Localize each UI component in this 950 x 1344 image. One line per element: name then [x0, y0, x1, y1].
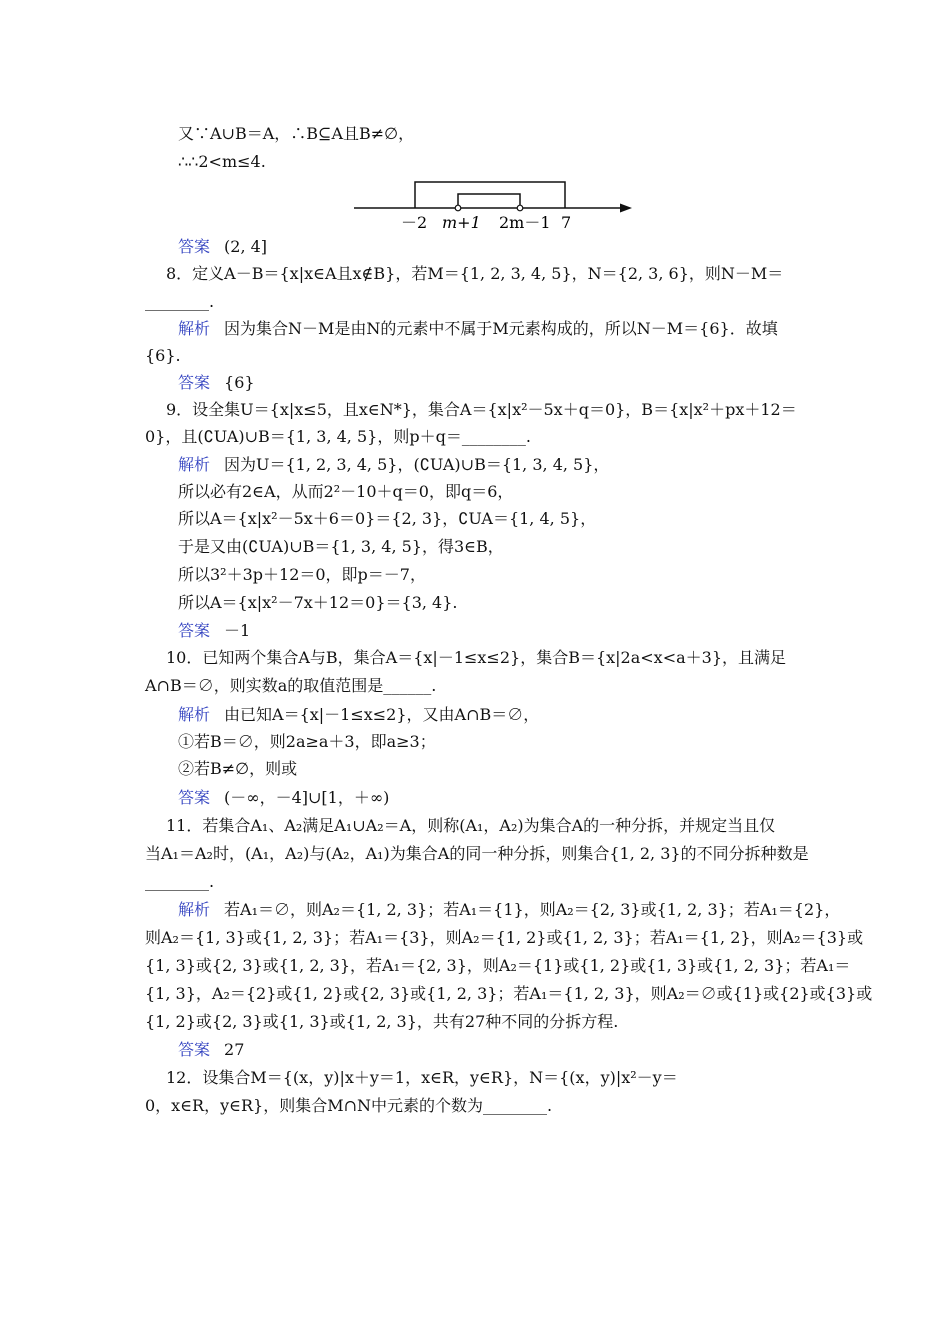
number-line-diagram	[340, 170, 650, 234]
text-line: 又∵A∪B＝A，∴B⊆A且B≠∅，	[178, 124, 415, 143]
text-line: 当A₁＝A₂时，(A₁，A₂)与(A₂，A₁)为集合A的同一种分拆，则集合{1, 2, 3}的不同分拆种数是	[145, 844, 809, 863]
text-line: 所以必有2∈A，从而2²－10＋q＝0，即q＝6，	[178, 482, 514, 501]
analysis-line: 解析 因为U＝{1, 2, 3, 4, 5}，(∁UA)∪B＝{1, 3, 4, 5}，	[178, 455, 610, 474]
text-line: ________.	[145, 872, 215, 891]
open-point-m-plus-1	[455, 205, 461, 211]
interval-b-bracket	[458, 194, 520, 208]
answer-line: 答案 (－∞，－4]∪[1，＋∞)	[178, 788, 390, 807]
text-line: 所以A＝{x|x²－5x＋6＝0}＝{2, 3}，∁UA＝{1, 4, 5}，	[178, 509, 597, 528]
text-line: ②若B≠∅，则或	[178, 759, 298, 778]
text-line: {1, 3}，A₂＝{2}或{1, 2}或{2, 3}或{1, 2, 3}；若A₁＝{1, 2, 3}，则A₂＝∅或{1}或{2}或{3}或	[145, 984, 873, 1003]
answer-label: 答案	[178, 373, 211, 392]
text-line: 于是又由(∁UA)∪B＝{1, 3, 4, 5}，得3∈B，	[178, 537, 504, 556]
text-line: ①若B＝∅，则2a≥a＋3，即a≥3；	[178, 732, 436, 751]
analysis-label: 解析	[178, 705, 211, 724]
answer-line: 答案 27	[178, 1040, 245, 1059]
text-line: 则A₂＝{1, 3}或{1, 2, 3}；若A₁＝{3}，则A₂＝{1, 2}或{1, 2, 3}；若A₁＝{1, 2}，则A₂＝{3}或	[145, 928, 864, 947]
answer-label: 答案	[178, 621, 211, 640]
tick-label-2m-minus-1: 2m－1	[499, 213, 551, 232]
text-line: {1, 2}或{2, 3}或{1, 3}或{1, 2, 3}，共有27种不同的分拆方程.	[145, 1012, 619, 1031]
number-line-arrowhead	[620, 204, 632, 213]
text-line: {1, 3}或{2, 3}或{1, 2, 3}，若A₁＝{2, 3}，则A₂＝{1}或{1, 2}或{1, 3}或{1, 2, 3}；若A₁＝	[145, 956, 851, 975]
interval-a-bracket	[415, 182, 565, 208]
question-line: 9．设全集U＝{x|x≤5，且x∈N*}，集合A＝{x|x²－5x＋q＝0}，B＝{x|x²＋px＋12＝	[166, 400, 797, 419]
tick-label-m-plus-1: m+1	[442, 213, 481, 232]
text-line: 0}，且(∁UA)∪B＝{1, 3, 4, 5}，则p＋q＝________.	[145, 427, 531, 446]
answer-label: 答案	[178, 788, 211, 807]
answer-line: 答案 {6}	[178, 373, 255, 392]
text-line: 所以A＝{x|x²－7x＋12＝0}＝{3, 4}.	[178, 593, 458, 612]
question-line: 8．定义A－B＝{x|x∈A且x∉B}，若M＝{1, 2, 3, 4, 5}，N＝{2, 3, 6}，则N－M＝	[166, 264, 784, 283]
question-line: 12．设集合M＝{(x，y)|x＋y＝1，x∈R，y∈R}，N＝{(x，y)|x²－y＝	[166, 1068, 678, 1087]
question-line: 11．若集合A₁、A₂满足A₁∪A₂＝A，则称(A₁，A₂)为集合A的一种分拆，并规定当且仅	[166, 816, 776, 835]
text-line: ________.	[145, 292, 215, 311]
text-line: A∩B＝∅，则实数a的取值范围是______.	[145, 676, 437, 695]
open-point-2m-minus-1	[517, 205, 523, 211]
analysis-label: 解析	[178, 319, 211, 338]
answer-label: 答案	[178, 237, 211, 256]
text-line: 所以3²＋3p＋12＝0，即p＝－7，	[178, 565, 426, 584]
analysis-label: 解析	[178, 900, 211, 919]
analysis-label: 解析	[178, 455, 211, 474]
analysis-line: 解析 由已知A＝{x|－1≤x≤2}，又由A∩B＝∅，	[178, 705, 540, 724]
text-line: 0，x∈R，y∈R}，则集合M∩N中元素的个数为________.	[145, 1096, 553, 1115]
tick-label-minus-2: －2	[401, 213, 428, 232]
text-line: ∴∴2<m≤4.	[178, 152, 266, 171]
answer-label: 答案	[178, 1040, 211, 1059]
answer-line: 答案 (2, 4]	[178, 237, 268, 256]
answer-line: 答案 －1	[178, 621, 251, 640]
tick-label-7: 7	[561, 213, 572, 232]
analysis-line: 解析 若A₁＝∅，则A₂＝{1, 2, 3}；若A₁＝{1}，则A₂＝{2, 3}或{1, 2, 3}；若A₁＝{2}，	[178, 900, 841, 919]
text-line: {6}.	[145, 346, 181, 365]
analysis-line: 解析 因为集合N－M是由N的元素中不属于M元素构成的，所以N－M＝{6}．故填	[178, 319, 778, 338]
question-line: 10．已知两个集合A与B，集合A＝{x|－1≤x≤2}，集合B＝{x|2a<x<a＋3}，且满足	[166, 648, 787, 667]
